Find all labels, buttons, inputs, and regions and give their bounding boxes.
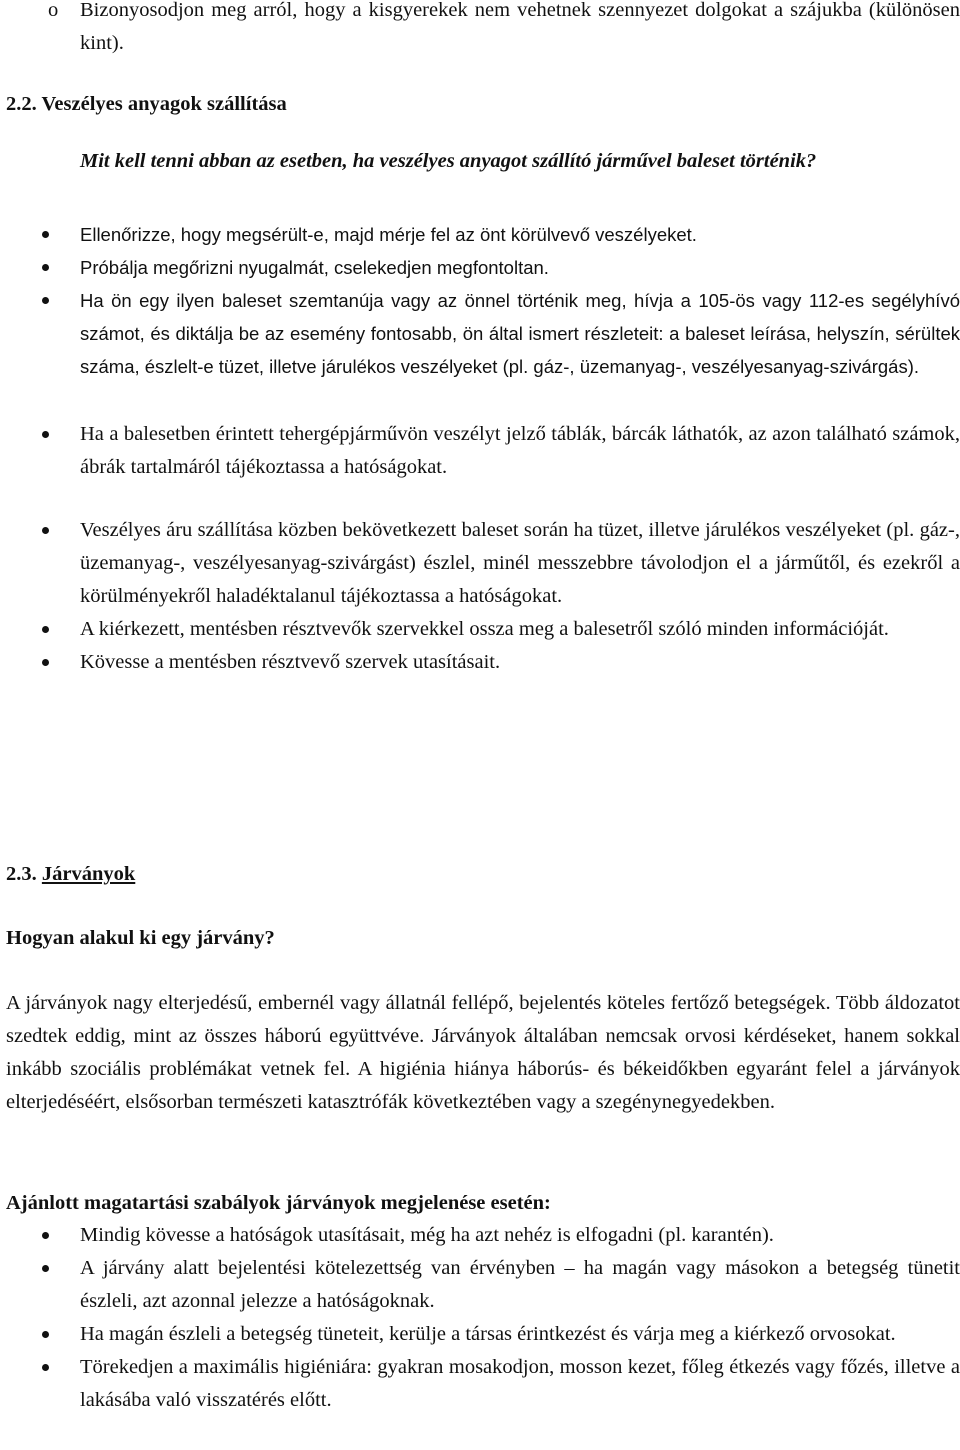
- bullet-icon: [42, 431, 49, 438]
- list-item-text: Mindig kövesse a hatóságok utasításait, még ha azt nehéz is elfogadni (pl. karantén).: [80, 1224, 774, 1246]
- list-item-text: A járvány alatt bejelentési kötelezettség van érvényben – ha magán vagy másokon a betegség tünetit észleli, azt azonnal jelezze a hatóságoknak.: [80, 1257, 960, 1312]
- hazmat-bullet-list-serif-1: [0, 418, 960, 484]
- list-item: [0, 418, 960, 484]
- list-item: [0, 1252, 960, 1318]
- bullet-icon: [42, 297, 49, 304]
- bullet-icon: [42, 1331, 49, 1338]
- section-question: Mit kell tenni abban az esetben, ha veszélyes anyagot szállító járművel baleset történik?: [80, 150, 817, 172]
- list-item: [0, 646, 960, 679]
- rules-heading: Ajánlott magatartási szabályok járványok megjelenése esetén:: [6, 1192, 551, 1214]
- section-heading-2-3: [6, 858, 135, 891]
- list-item-text: Ellenőrizze, hogy megsérült-e, majd mérje fel az önt körülvevő veszélyeket.: [80, 224, 697, 245]
- section-heading-2-2: 2.2. Veszélyes anyagok szállítása: [6, 93, 287, 115]
- section-subheading: Hogyan alakul ki egy járvány?: [6, 927, 275, 949]
- list-item-text: Ha a balesetben érintett tehergépjárművön veszélyt jelző táblák, bárcák láthatók, az azon található számok, ábrák tartalmáról tájékoztassa a hatóságokat.: [80, 423, 960, 478]
- section-title: Járványok: [41, 863, 136, 885]
- epidemic-rules-list: [0, 1219, 960, 1417]
- hazmat-bullet-list-sans: [0, 218, 960, 383]
- list-item: [0, 284, 960, 383]
- bullet-icon: [42, 626, 49, 633]
- section-number: 2.3.: [6, 863, 37, 885]
- list-marker: o: [48, 0, 59, 21]
- list-item: [0, 1219, 960, 1252]
- hazmat-bullet-list-serif-2: [0, 514, 960, 679]
- list-item: [0, 1318, 960, 1351]
- list-item-text: Ha ön egy ilyen baleset szemtanúja vagy az önnel történik meg, hívja a 105-ös vagy 112-es segélyhívó számot, és diktálja be az esemény fontosabb, ön által ismert részleteit: a baleset leírása, helyszín, sérültek száma, észlelt-e tüzet, illetve járulékos veszélyeket (pl. gáz-, üzemanyag-, veszélyesanyag-szivárgás).: [80, 290, 960, 377]
- list-item-text: Ha magán észleli a betegség tüneteit, kerülje a társas érintkezést és várja meg a kiérkező orvosokat.: [80, 1323, 896, 1345]
- list-item: [0, 613, 960, 646]
- bullet-icon: [42, 1232, 49, 1239]
- previous-list-item: [0, 0, 960, 64]
- list-item: [0, 251, 960, 284]
- bullet-icon: [42, 231, 49, 238]
- list-item: [0, 1351, 960, 1417]
- list-item-text: Kövesse a mentésben résztvevő szervek utasításait.: [80, 651, 501, 673]
- bullet-icon: [42, 264, 49, 271]
- list-item-text: A kiérkezett, mentésben résztvevők szervekkel ossza meg a balesetről szóló minden információját.: [80, 618, 889, 640]
- bullet-icon: [42, 659, 49, 666]
- list-item-text: Próbálja megőrizni nyugalmát, cselekedjen megfontoltan.: [80, 257, 549, 278]
- list-item: [0, 514, 960, 613]
- list-item: [0, 218, 960, 251]
- epidemic-paragraph: A járványok nagy elterjedésű, embernél vagy állatnál fellépő, bejelentés köteles fertőző betegségek. Több áldozatot szedtek eddig, mint az összes háború együttvéve. Járványok általában nemcsak orvosi kérdéseket, hanem sokkal inkább szociális problémákat vetnek fel. A higiénia hiánya háborús- és békeidőkben egyaránt felel a járványok elterjedéséért, elsősorban természeti katasztrófák következtében vagy a szegénynegyedekben.: [6, 992, 960, 1113]
- list-item-text: Bizonyosodjon meg arról, hogy a kisgyerekek nem vehetnek szennyezet dolgokat a szájukba (különösen kint).: [80, 0, 960, 54]
- bullet-icon: [42, 1265, 49, 1272]
- list-item-text: Veszélyes áru szállítása közben bekövetkezett baleset során ha tüzet, illetve járulékos veszélyeket (pl. gáz-, üzemanyag-, veszélyesanyag-szivárgást) észlel, minél messzebbre távolodjon el a járműtől, és ezekről a körülményekről haladéktalanul tájékoztassa a hatóságokat.: [80, 519, 960, 607]
- bullet-icon: [42, 1364, 49, 1371]
- bullet-icon: [42, 527, 49, 534]
- list-item-text: Törekedjen a maximális higiéniára: gyakran mosakodjon, mosson kezet, főleg étkezés vagy főzés, illetve a lakásába való visszatérés előtt.: [80, 1356, 960, 1411]
